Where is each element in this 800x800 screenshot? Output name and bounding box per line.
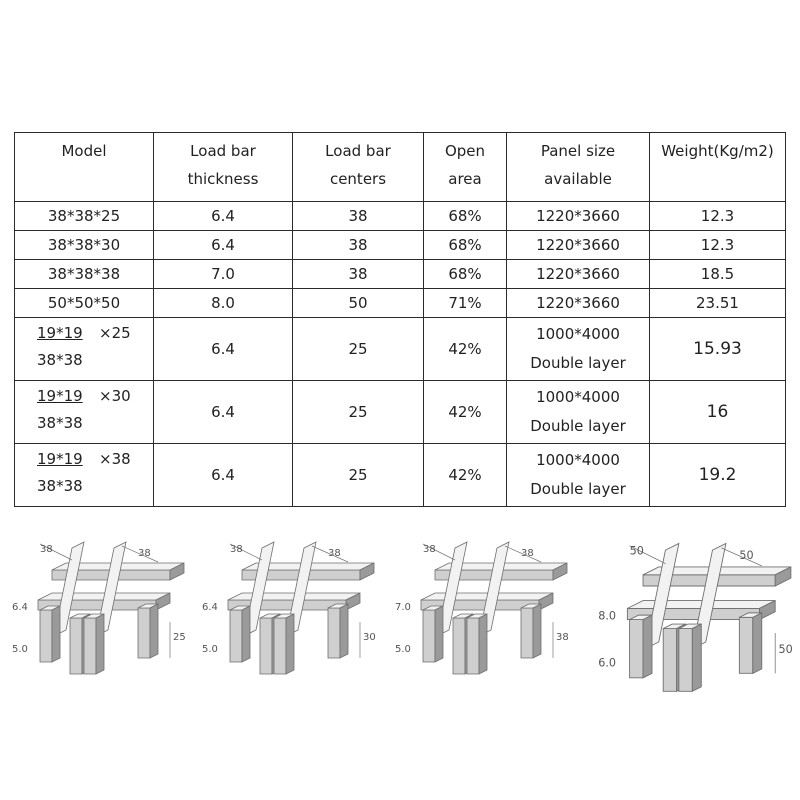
cell-panel-size: 1220*3660 xyxy=(507,202,650,231)
dimension-width-label: 38 xyxy=(230,544,243,555)
cell-panel-size: 1000*4000 Double layer xyxy=(507,381,650,444)
cell-weight: 19.2 xyxy=(650,444,786,507)
dimension-height-label: 38 xyxy=(556,632,569,643)
cell-model xyxy=(15,444,154,507)
cell-open-area: 42% xyxy=(424,444,507,507)
cell-open-area: 68% xyxy=(424,231,507,260)
cell-thickness: 7.0 xyxy=(154,260,293,289)
load-bar-4-side xyxy=(150,604,158,658)
cell-centers: 50 xyxy=(293,289,424,318)
cell-open-area: 71% xyxy=(424,289,507,318)
table-row-double-layer xyxy=(15,381,786,444)
cell-panel-size: 1000*4000 Double layer xyxy=(507,318,650,381)
cell-panel-size: 1000*4000 Double layer xyxy=(507,444,650,507)
header-row xyxy=(15,133,786,202)
model-top: 19*19 xyxy=(37,387,83,405)
cell-weight: 12.3 xyxy=(650,231,786,260)
model-fraction xyxy=(37,318,137,370)
load-bar-2-front xyxy=(70,618,82,674)
dimension-bottom-label: 5.0 xyxy=(12,644,28,655)
table-row-double-layer xyxy=(15,318,786,381)
dimension-width-label: 50 xyxy=(629,544,644,558)
cell-model: 38*38*38 xyxy=(15,260,154,289)
dimension-center-label: 38 xyxy=(521,548,534,559)
cell-thickness: 6.4 xyxy=(154,444,293,507)
grating-diagram xyxy=(393,530,568,694)
load-bar-1-side xyxy=(52,606,60,662)
dimension-bottom-label: 6.0 xyxy=(598,656,617,670)
table-row xyxy=(15,289,786,318)
dimension-center-label: 38 xyxy=(138,548,151,559)
load-bar-1-side xyxy=(242,606,250,662)
model-height: ×38 xyxy=(99,450,131,468)
cell-panel-size: 1220*3660 xyxy=(507,260,650,289)
dimension-thickness-label: 6.4 xyxy=(12,602,28,613)
grating-diagram xyxy=(10,530,185,694)
load-bar-3-front xyxy=(84,618,96,674)
load-bar-3-front xyxy=(274,618,286,674)
dimension-bottom-label: 5.0 xyxy=(202,644,218,655)
load-bar-4-side xyxy=(340,604,348,658)
cell-model xyxy=(15,318,154,381)
load-bar-3-side xyxy=(692,624,701,691)
load-bar-4-side xyxy=(753,613,762,673)
load-bar-4-front xyxy=(328,608,340,658)
header-thickness: Load bar thickness xyxy=(154,133,293,202)
load-bar-2-front xyxy=(453,618,465,674)
cell-centers: 25 xyxy=(293,381,424,444)
model-top: 19*19 xyxy=(37,450,83,468)
model-bottom: 38*38 xyxy=(37,477,83,495)
load-bar-1-front xyxy=(630,620,643,678)
header-weight: Weight(Kg/m2) xyxy=(650,133,786,202)
dimension-thickness-label: 7.0 xyxy=(395,602,411,613)
dimension-width-label: 38 xyxy=(423,544,436,555)
cell-model: 38*38*30 xyxy=(15,231,154,260)
cell-thickness: 6.4 xyxy=(154,231,293,260)
model-height: ×25 xyxy=(99,324,131,342)
dimension-height-label: 30 xyxy=(363,632,376,643)
load-bar-2-front xyxy=(260,618,272,674)
dimension-thickness-label: 6.4 xyxy=(202,602,218,613)
cell-panel-size: 1220*3660 xyxy=(507,289,650,318)
load-bar-3-side xyxy=(286,614,294,674)
header-centers: Load bar centers xyxy=(293,133,424,202)
model-bottom: 38*38 xyxy=(37,414,83,432)
cell-weight: 18.5 xyxy=(650,260,786,289)
dimension-height-label: 50 xyxy=(778,643,793,657)
dimension-width-label: 38 xyxy=(40,544,53,555)
cell-centers: 38 xyxy=(293,231,424,260)
cell-centers: 38 xyxy=(293,202,424,231)
load-bar-3-side xyxy=(479,614,487,674)
cell-panel-size: 1220*3660 xyxy=(507,231,650,260)
table-row-double-layer xyxy=(15,444,786,507)
table-row xyxy=(15,260,786,289)
cell-thickness: 6.4 xyxy=(154,381,293,444)
model-fraction xyxy=(37,381,137,433)
header-open-area: Open area xyxy=(424,133,507,202)
load-bar-4-front xyxy=(138,608,150,658)
load-bar-3-front xyxy=(679,629,692,692)
cell-thickness: 6.4 xyxy=(154,202,293,231)
dimension-height-label: 25 xyxy=(173,632,186,643)
cell-weight: 23.51 xyxy=(650,289,786,318)
load-bar-3-side xyxy=(96,614,104,674)
cell-thickness: 6.4 xyxy=(154,318,293,381)
spec-table xyxy=(14,132,786,507)
load-bar-2-front xyxy=(663,629,676,692)
header-panel-size: Panel size available xyxy=(507,133,650,202)
model-top: 19*19 xyxy=(37,324,83,342)
cell-centers: 38 xyxy=(293,260,424,289)
load-bar-1-front xyxy=(40,610,52,662)
cell-thickness: 8.0 xyxy=(154,289,293,318)
grating-diagram xyxy=(596,530,796,694)
load-bar-1-side xyxy=(435,606,443,662)
table-row xyxy=(15,202,786,231)
model-bottom: 38*38 xyxy=(37,351,83,369)
load-bar-4-front xyxy=(521,608,533,658)
cell-weight: 16 xyxy=(650,381,786,444)
dimension-center-label: 38 xyxy=(328,548,341,559)
cell-model: 50*50*50 xyxy=(15,289,154,318)
cell-model xyxy=(15,381,154,444)
cell-open-area: 42% xyxy=(424,318,507,381)
dimension-bottom-label: 5.0 xyxy=(395,644,411,655)
dimension-center-label: 50 xyxy=(739,549,754,563)
load-bar-3-front xyxy=(467,618,479,674)
cell-weight: 15.93 xyxy=(650,318,786,381)
header-model: Model xyxy=(15,133,154,202)
cell-model: 38*38*25 xyxy=(15,202,154,231)
load-bar-1-side xyxy=(643,615,652,678)
cell-open-area: 68% xyxy=(424,202,507,231)
cell-centers: 25 xyxy=(293,444,424,507)
load-bar-4-side xyxy=(533,604,541,658)
model-fraction xyxy=(37,444,137,496)
model-height: ×30 xyxy=(99,387,131,405)
load-bar-4-front xyxy=(739,617,752,673)
cell-open-area: 68% xyxy=(424,260,507,289)
load-bar-1-front xyxy=(230,610,242,662)
cell-centers: 25 xyxy=(293,318,424,381)
dimension-thickness-label: 8.0 xyxy=(598,609,617,623)
cell-weight: 12.3 xyxy=(650,202,786,231)
table-row xyxy=(15,231,786,260)
grating-diagram xyxy=(200,530,375,694)
cell-open-area: 42% xyxy=(424,381,507,444)
load-bar-1-front xyxy=(423,610,435,662)
